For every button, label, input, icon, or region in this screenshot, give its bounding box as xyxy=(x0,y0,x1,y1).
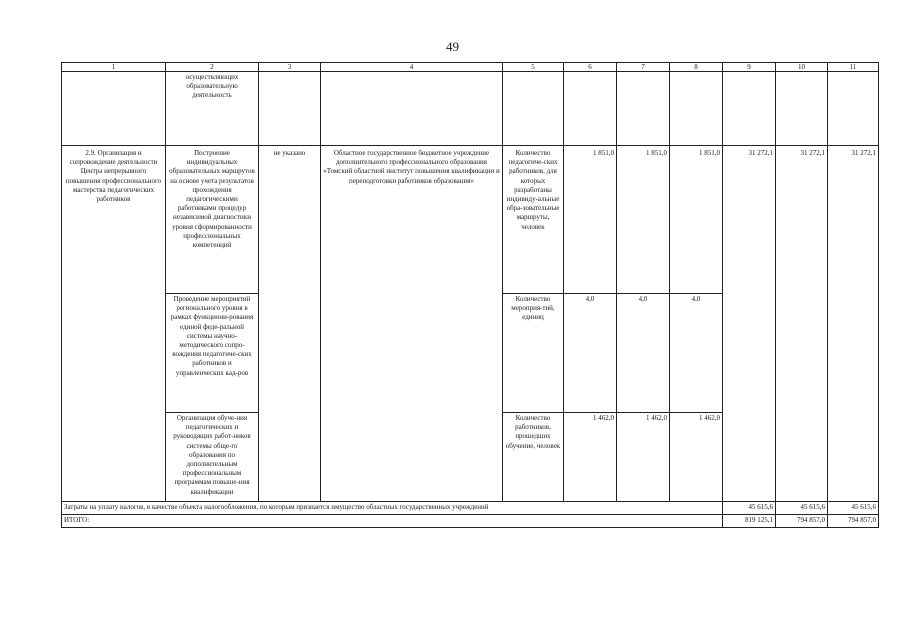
value-cell: 1 462,0 xyxy=(564,413,617,502)
header-row xyxy=(62,63,879,72)
indicator-cell: Количество работников, прошедших обучение, человек xyxy=(503,413,564,502)
total-value: 794 857,0 xyxy=(828,515,879,528)
indicator-cell: Количество педагогиче-ских работников, для которых разработаны индивиду-альные обра-зовательные маршруты, человек xyxy=(503,146,564,294)
total-cell: 31 272,1 xyxy=(723,146,776,502)
column-header: 8 xyxy=(670,63,723,72)
column-header: 2 xyxy=(166,63,259,72)
value-cell: 4,0 xyxy=(670,294,723,413)
page-number: 49 xyxy=(446,39,459,54)
executor-cell: Областное государственное бюджетное учреждение дополнительного профессионального образования «Томский областной институт повышения квалификации и переподготовки работников образования» xyxy=(321,146,503,502)
column-header: 10 xyxy=(776,63,828,72)
column-header: 11 xyxy=(828,63,879,72)
budget-table xyxy=(61,62,879,528)
column-header: 7 xyxy=(617,63,670,72)
total-value: 794 857,0 xyxy=(776,515,828,528)
total-label: ИТОГО: xyxy=(62,515,723,528)
indicator-cell: Количество мероприя-тий, единиц xyxy=(503,294,564,413)
tax-value: 45 615,6 xyxy=(828,502,879,515)
tax-value: 45 615,6 xyxy=(776,502,828,515)
task-cell: 2.9. Организация и сопровождение деятельности Центра непрерывного повышения профессионального мастерства педагогических работников xyxy=(62,146,166,502)
column-header: 5 xyxy=(503,63,564,72)
value-cell: 4,0 xyxy=(617,294,670,413)
column-header: 3 xyxy=(259,63,321,72)
activity-name: Проведение мероприятий регионального уровня в рамках функциони-рования единой феде-ральной системы научно-методического сопро-вождения педагогиче-ских работников и управленческих кад-ров xyxy=(166,294,259,413)
table-row xyxy=(62,146,879,294)
continuation-text: осуществляющих образовательную деятельность xyxy=(166,72,259,146)
column-header: 4 xyxy=(321,63,503,72)
total-cell: 31 272,1 xyxy=(828,146,879,502)
column-header: 9 xyxy=(723,63,776,72)
value-cell: 1 851,0 xyxy=(564,146,617,294)
value-cell: 1 851,0 xyxy=(670,146,723,294)
activity-name: Построение индивидуальных образовательных маршрутов на основе учета результатов прохождения педагогическими работниками процедур независимой диагностики уровня сформированности профессиональных компетенций xyxy=(166,146,259,294)
total-row xyxy=(62,515,879,528)
tax-value: 45 615,6 xyxy=(723,502,776,515)
activity-name: Организация обуче-ния педагогических и руководящих работ-ников системы обще-го образования по дополнительным профессиональным программам повыше-ния квалификации xyxy=(166,413,259,502)
value-cell: 1 851,0 xyxy=(617,146,670,294)
column-header: 1 xyxy=(62,63,166,72)
tax-label: Затраты на уплату налогов, в качестве объекта налогообложения, по которым признается имущество областных государственных учреждений xyxy=(62,502,723,515)
value-cell: 1 462,0 xyxy=(617,413,670,502)
value-cell: 4,0 xyxy=(564,294,617,413)
deadline-cell: не указано xyxy=(259,146,321,502)
total-cell: 31 272,1 xyxy=(776,146,828,502)
value-cell: 1 462,0 xyxy=(670,413,723,502)
column-header: 6 xyxy=(564,63,617,72)
tax-row xyxy=(62,502,879,515)
continuation-row xyxy=(62,72,879,146)
total-value: 819 125,1 xyxy=(723,515,776,528)
